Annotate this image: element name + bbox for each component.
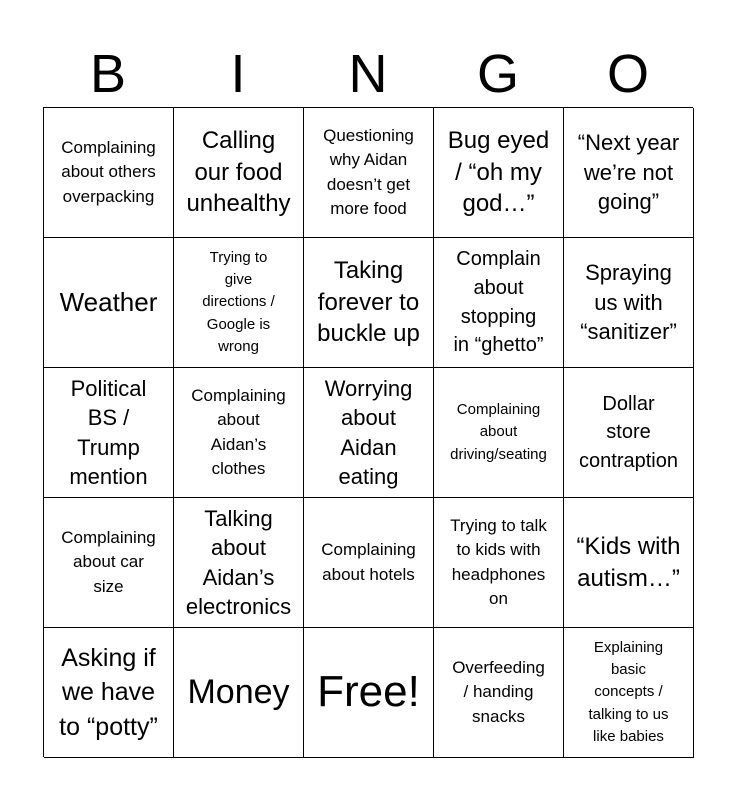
cell-text: Spraying us with “sanitizer” (580, 260, 677, 345)
cell-text: Explaining basic concepts / talking to us like babies (588, 639, 669, 745)
cell-text: Complaining about hotels (321, 540, 416, 584)
bingo-cell[interactable] (434, 238, 564, 368)
header-letter-g: G (476, 44, 519, 104)
bingo-cell[interactable] (174, 108, 304, 238)
cell-text: “Next year we’re not going” (577, 130, 680, 215)
bingo-cell[interactable] (174, 628, 304, 758)
header-letter-b: B (89, 44, 127, 104)
cell-text: Taking forever to buckle up (317, 256, 420, 348)
cell-text: Overfeeding / handing snacks (452, 658, 545, 726)
cell-text: Complaining about others overpacking (61, 138, 156, 206)
bingo-cell[interactable] (174, 368, 304, 498)
cell-text: Complain about stopping in “ghetto” (453, 248, 544, 357)
bingo-cell[interactable] (44, 368, 174, 498)
cell-text: Calling our food unhealthy (186, 126, 291, 218)
cell-text: Complaining about Aidan’s clothes (191, 386, 286, 478)
header-letter-i: I (230, 44, 246, 104)
bingo-cell[interactable] (44, 628, 174, 758)
bingo-cell[interactable] (304, 498, 434, 628)
bingo-cell[interactable] (174, 498, 304, 628)
free-space-text: Free! (317, 667, 420, 717)
bingo-cell[interactable] (564, 238, 694, 368)
cell-text: Trying to talk to kids with headphones on (450, 516, 547, 608)
free-space-cell[interactable] (304, 628, 434, 758)
cell-text: Weather (59, 286, 158, 317)
bingo-cell[interactable] (174, 238, 304, 368)
cell-text: Political BS / Trump mention (69, 375, 148, 489)
cell-text: Talking about Aidan’s electronics (185, 505, 292, 619)
cell-text: Dollar store contraption (579, 392, 678, 472)
bingo-cell[interactable] (564, 368, 694, 498)
bingo-cell[interactable] (44, 498, 174, 628)
cell-text: Trying to give directions / Google is wrong (202, 249, 275, 355)
cell-text: Worrying about Aidan eating (324, 375, 413, 489)
bingo-cell[interactable] (44, 108, 174, 238)
bingo-board (43, 107, 693, 757)
bingo-cell[interactable] (434, 108, 564, 238)
cell-text: Complaining about car size (61, 528, 156, 596)
cell-text: Money (187, 672, 290, 711)
bingo-cell[interactable] (304, 368, 434, 498)
bingo-cell[interactable] (44, 238, 174, 368)
bingo-header (43, 40, 693, 108)
bingo-cell[interactable] (564, 628, 694, 758)
cell-text: Complaining about driving/seating (450, 401, 547, 463)
bingo-cell[interactable] (304, 238, 434, 368)
bingo-cell[interactable] (564, 498, 694, 628)
bingo-cell[interactable] (564, 108, 694, 238)
cell-text: Bug eyed / “oh my god…” (447, 126, 550, 218)
bingo-cell[interactable] (434, 628, 564, 758)
header-letter-n: N (348, 44, 388, 104)
header-letter-o: O (606, 44, 649, 104)
cell-text: Asking if we have to “potty” (59, 643, 158, 741)
bingo-cell[interactable] (434, 498, 564, 628)
cell-text: Questioning why Aidan doesn’t get more food (323, 126, 414, 218)
cell-text: “Kids with autism…” (576, 532, 681, 592)
bingo-cell[interactable] (304, 108, 434, 238)
bingo-cell[interactable] (434, 368, 564, 498)
